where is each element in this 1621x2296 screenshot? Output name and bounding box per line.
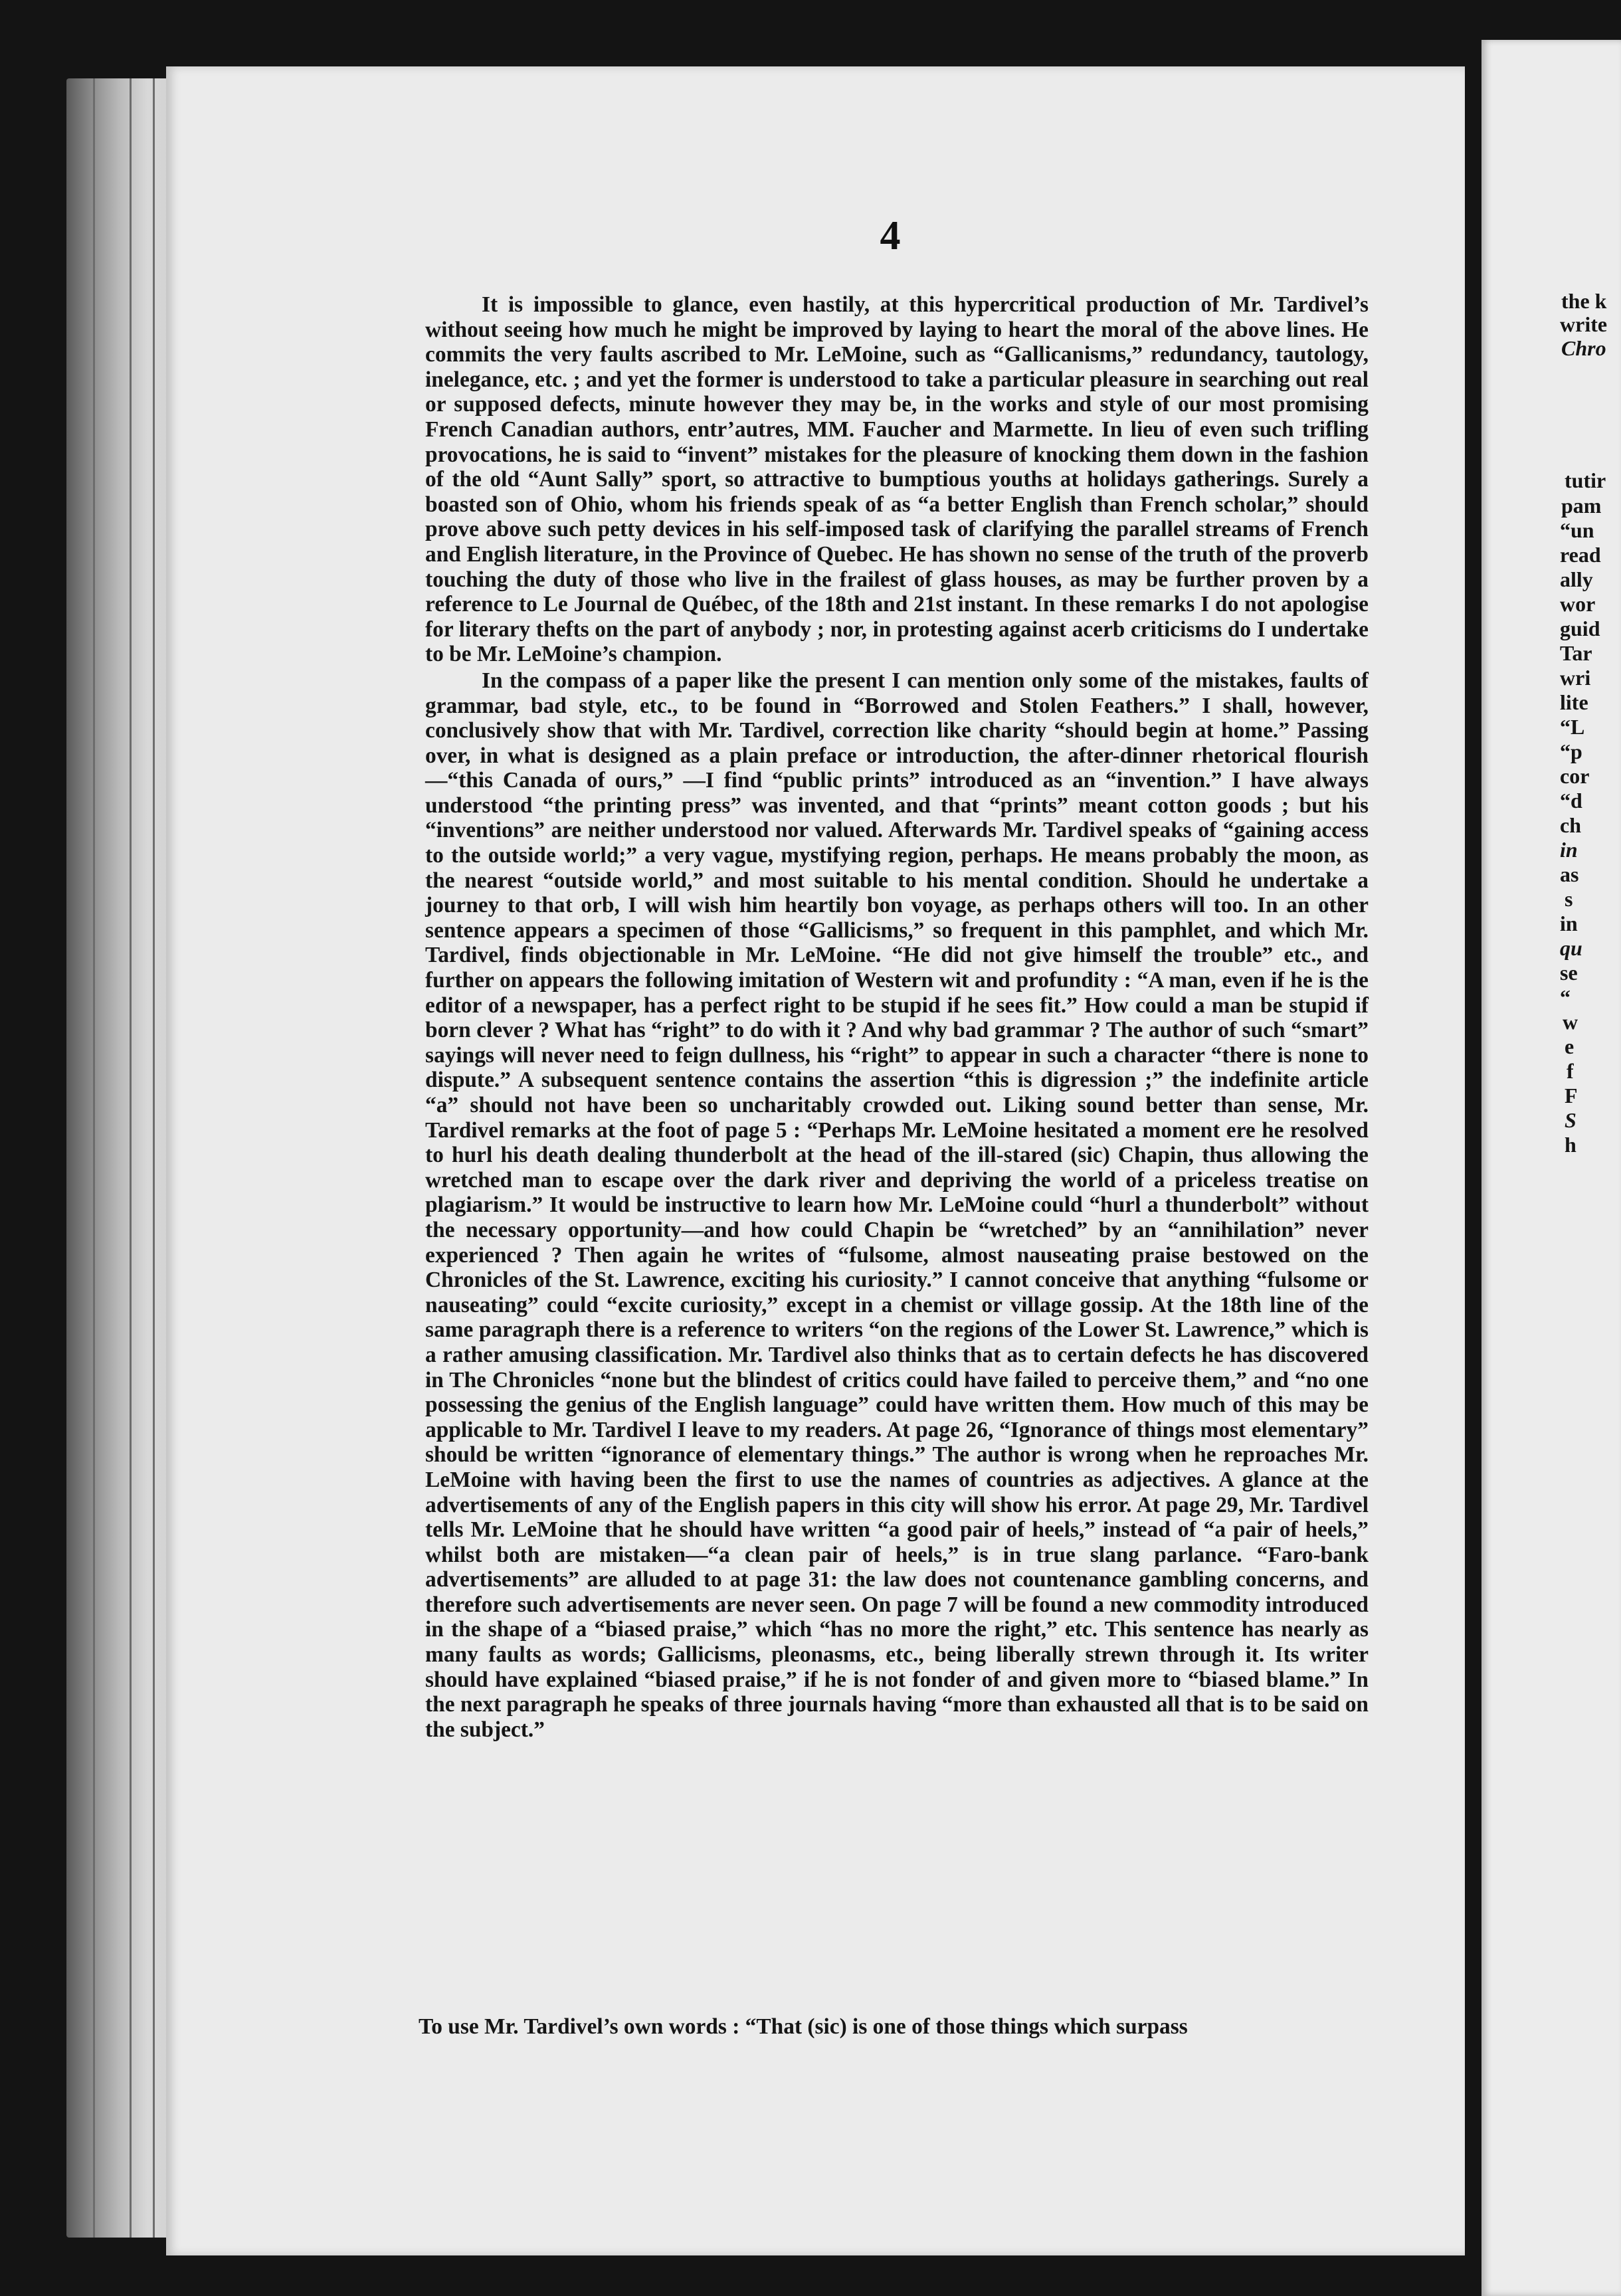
fragment-line: h (1565, 1133, 1576, 1157)
fragment-line: in (1560, 911, 1578, 935)
fragment-line: e (1565, 1034, 1574, 1058)
fragment-line: wor (1560, 592, 1596, 616)
fragment-line: cor (1560, 764, 1590, 788)
fragment-line: f (1567, 1059, 1574, 1083)
paragraph-2: In the compass of a paper like the present I can mention only some of the mistakes, faults of grammar, bad style, etc., to be found in “Borrowed and Stolen Feathers.” I shall, however, conclusively show that with Mr. Tardivel, correction like charity “should begin at home.” Passing over, in what is designed as a plain preface or introduction, the after-dinner rhetorical flourish—“this Canada of ours,” —I find “public prints” introduced as an “invention.” I have always understood “the printing press” was invented, and that “prints” meant cotton goods ; but his “inventions” are neither understood nor valued. Afterwards Mr. Tardivel speaks of “gaining access to the outside world;” a very vague, mystifying region, perhaps. He means probably the moon, as the nearest “outside world,” and most suitable to his mental condition. Should he undertake a journey to that orb, I will wish him heartily bon voyage, as perhaps others will too. In an other sentence appears a specimen of those “Gallicisms,” so frequent in this pamphlet, and which Mr. Tardivel, finds objectionable in Mr. LeMoine. “He did not give himself the trouble” etc., and further on appears the following imitation of Western wit and profundity : “A man, even if he is the editor of a newspaper, has a perfect right to be stupid if he sees fit.” How could a man be stupid if born clever ? What has “right” to do with it ? And why bad grammar ? The author of such “smart” sayings will never need to feign dullness, his “right” to appear in such a character “there is none to dispute.” A subsequent sentence contains the assertion “this is digression ;” the indefinite article “a” should not have been so uncharitably crowded out. Liking sound better than sense, Mr. Tardivel remarks at the foot of page 5 : “Perhaps Mr. LeMoine hesitated a moment ere he resolved to hurl his death dealing thunderbolt at the head of the ill-stared (sic) Chapin, thus allowing the wretched man to escape over the dark river and depriving the world of a priceless treatise on plagiarism.” It would be instructive to learn how Mr. LeMoine could “hurl a thunderbolt” without the necessary opportunity—and how could Chapin be “wretched” by an “annihilation” never experienced ? Then again he writes of “fulsome, almost nauseating praise bestowed on the Chronicles of the St. Lawrence, exciting his curiosity.” I cannot conceive that anything “fulsome or nauseating” could “excite curiosity,” except in a chemist or village gossip. At the 18th line of the same paragraph there is a reference to writers “on the regions of the Lower St. Lawrence,” which is a rather amusing classification. Mr. Tardivel also thinks that as to certain defects he has discovered in The Chronicles “none but the blindest of critics could have failed to perceive them,” and “no one possessing the genius of the English language” could have written them. How much of this may be applicable to Mr. Tardivel I leave to my readers. At page 26, “Ignorance of things most elementary” should be written “ignorance of elementary things.” The author is wrong when he reproaches Mr. LeMoine with having been the first to use the names of countries as adjectives. A glance at the advertisements of any of the English papers in this city will show his error. At page 29, Mr. Tardivel tells Mr. LeMoine that he should have written “a good pair of heels,” instead of “a pair of heels,” whilst both are mistaken—“a clean pair of heels,” is in true slang parlance. “Faro-bank advertisements” are alluded to at page 31: the law does not countenance gambling concerns, and therefore such advertisements are never seen. On page 7 will be found a new commodity introduced in the shape of a “biased praise,” which “has no more the right,” etc. This sentence has nearly as many faults as words; Gallicisms, pleonasms, etc., being liberally strewn through it. Its writer should have explained “biased praise,” if he is not fonder of and given more to “biased blame.” In the next paragraph he speaks of three journals having “more than exhausted all that is to be said on the subject.” (425, 668, 1369, 1742)
fragment-line: wri (1560, 666, 1591, 690)
fragment-line: write (1560, 312, 1608, 336)
fragment-line: s (1565, 887, 1573, 911)
fragment-line: in (1560, 838, 1578, 862)
fragment-line: pam (1561, 494, 1602, 518)
fragment-line: ch (1560, 813, 1581, 837)
fragment-line: se (1560, 961, 1578, 985)
fragment-line: “ (1560, 985, 1571, 1009)
fragment-line: as (1560, 862, 1579, 886)
paragraph-1: It is impossible to glance, even hastily, at this hypercritical production of Mr. Tardivel’s without seeing how much he might be improved by laying to heart the moral of the above lines. He commits the very faults ascribed to Mr. LeMoine, such as “Gallicanisms,” redundancy, tautology, inelegance, etc. ; and yet the former is understood to take a particular pleasure in searching out real or supposed defects, minute however they may be, in the works and style of our most promising French Canadian authors, entr’autres, MM. Faucher and Marmette. In lieu of even such trifling provocations, he is said to “invent” mistakes for the pleasure of knocking them down in the fashion of the old “Aunt Sally” sport, so attractive to bumptious youths at holidays gatherings. Surely a boasted son of Ohio, whom his friends speak of as “a better English than French scholar,” should prove above such petty devices in his self-imposed task of clarifying the parallel streams of French and English literature, in the Province of Quebec. He has shown no sense of the truth of the proverb touching the duty of those who live in the frailest of glass houses, as may be further proven by a reference to Le Journal de Québec, of the 18th and 21st instant. In these remarks I do not apologise for literary thefts on the part of anybody ; nor, in protesting against acerb criticisms do I undertake to be Mr. LeMoine’s champion. (425, 292, 1369, 667)
fragment-line: “p (1560, 739, 1582, 763)
fragment-line: “d (1560, 789, 1582, 813)
fragment-line: lite (1560, 690, 1588, 714)
next-page-fragment (1481, 40, 1621, 2296)
fragment-line: F (1565, 1084, 1578, 1107)
fragment-line: guid (1560, 617, 1600, 640)
fragment-line: tutir (1565, 468, 1606, 492)
fragment-line: S (1565, 1108, 1576, 1132)
fragment-line: Chro (1561, 336, 1606, 360)
fragment-line: read (1560, 543, 1601, 567)
book-page-edges (66, 78, 183, 2238)
fragment-line: ally (1560, 567, 1593, 591)
page-number: 4 (880, 213, 901, 258)
fragment-line: qu (1560, 936, 1582, 960)
fragment-line: the k (1561, 289, 1607, 313)
fragment-line: “L (1560, 715, 1585, 739)
fragment-line: w (1563, 1010, 1578, 1034)
last-line: To use Mr. Tardivel’s own words : “That (sic) is one of those things which surpass (419, 2014, 1188, 2039)
page-body-text (425, 292, 1369, 2013)
fragment-line: Tar (1560, 641, 1592, 665)
fragment-line: “un (1560, 518, 1594, 542)
